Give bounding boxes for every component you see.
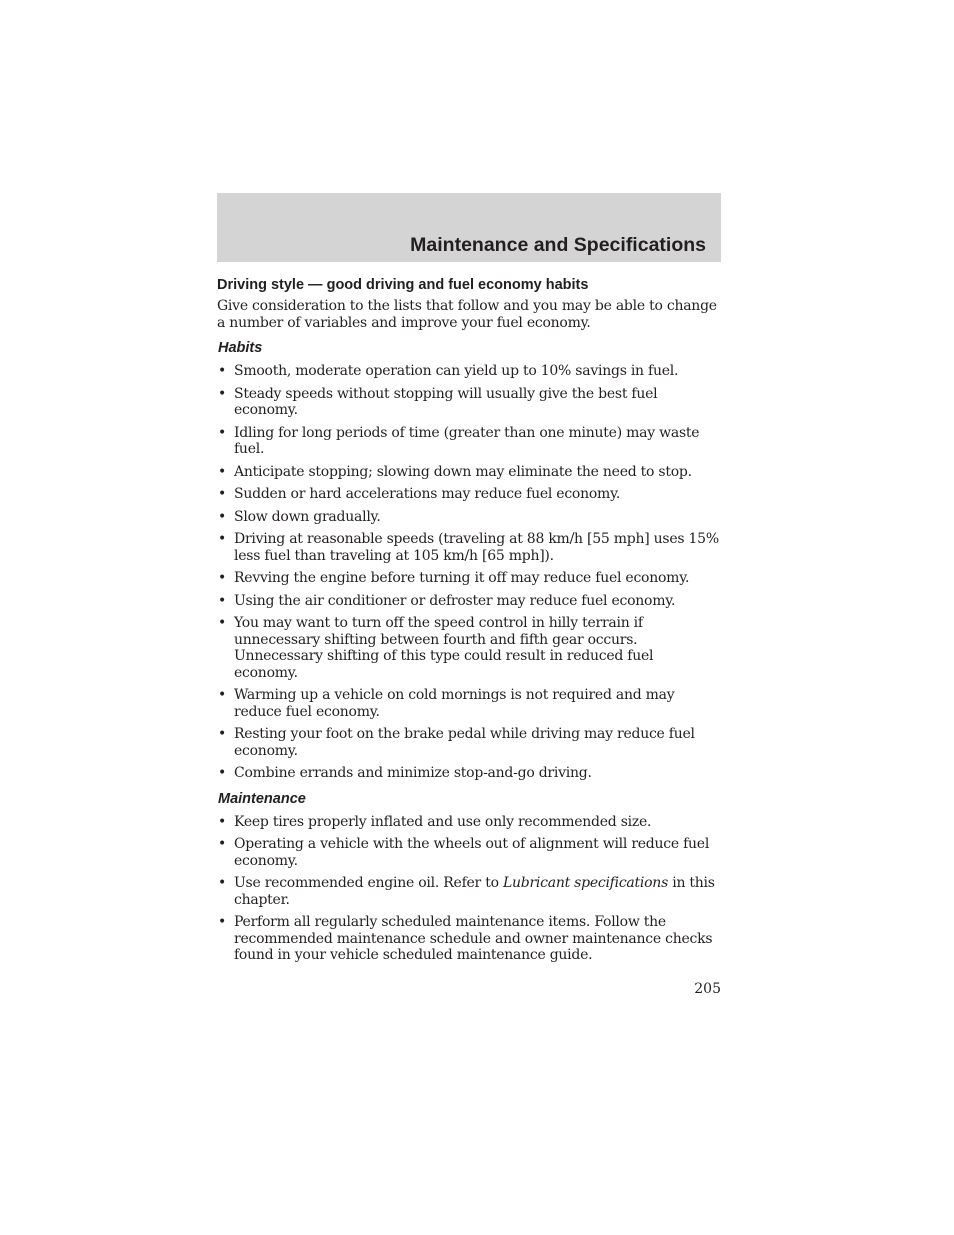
bullet-icon: • bbox=[218, 765, 227, 781]
page-content bbox=[217, 276, 721, 970]
habits-list-item bbox=[217, 425, 721, 458]
bullet-icon: • bbox=[218, 687, 227, 703]
habits-list-item bbox=[217, 615, 721, 681]
list-item-text: Steady speeds without stopping will usually give the best fuel economy. bbox=[234, 385, 658, 418]
section-heading: Driving style — good driving and fuel economy habits bbox=[217, 277, 589, 293]
chapter-header-band bbox=[217, 193, 721, 262]
list-item-text: Perform all regularly scheduled maintenance items. Follow the recommended maintenance schedule and owner maintenance checks found in your vehicle scheduled maintenance guide. bbox=[234, 914, 713, 963]
maintenance-list bbox=[217, 814, 721, 964]
list-item-text: Sudden or hard accelerations may reduce fuel economy. bbox=[234, 486, 621, 502]
list-item-text: Warming up a vehicle on cold mornings is not required and may reduce fuel economy. bbox=[234, 687, 675, 720]
list-item-text: Anticipate stopping; slowing down may eliminate the need to stop. bbox=[234, 463, 692, 480]
list-item-text: Slow down gradually. bbox=[234, 508, 381, 525]
habits-list-item bbox=[217, 386, 721, 419]
chapter-title: Maintenance and Specifications bbox=[410, 234, 706, 256]
maintenance-list-item bbox=[217, 836, 721, 869]
habits-list-item bbox=[217, 531, 721, 564]
bullet-icon: • bbox=[218, 463, 227, 480]
maintenance-list-item bbox=[217, 914, 721, 964]
bullet-icon: • bbox=[218, 875, 227, 891]
cross-reference-text: Lubricant specifications bbox=[502, 875, 669, 891]
list-item-text: Revving the engine before turning it off may reduce fuel economy. bbox=[234, 570, 690, 586]
bullet-icon: • bbox=[218, 592, 227, 609]
bullet-icon: • bbox=[218, 914, 227, 930]
bullet-icon: • bbox=[218, 486, 227, 502]
habits-list-item bbox=[217, 486, 721, 503]
maintenance-list-item bbox=[217, 875, 721, 908]
maintenance-list-item bbox=[217, 814, 721, 831]
list-item-text: Operating a vehicle with the wheels out of alignment will reduce fuel economy. bbox=[234, 836, 710, 869]
habits-list-item bbox=[217, 363, 721, 380]
habits-list-item bbox=[217, 726, 721, 759]
habits-list-item bbox=[217, 509, 721, 526]
bullet-icon: • bbox=[218, 726, 227, 742]
maintenance-heading: Maintenance bbox=[218, 790, 306, 807]
bullet-icon: • bbox=[218, 570, 227, 586]
habits-heading: Habits bbox=[218, 340, 263, 356]
list-item-text: Idling for long periods of time (greater than one minute) may waste fuel. bbox=[234, 424, 700, 457]
bullet-icon: • bbox=[218, 508, 227, 525]
habits-list-item bbox=[217, 593, 721, 610]
list-item-text: You may want to turn off the speed control in hilly terrain if unnecessary shifting between fourth and fifth gear occurs. Unnecessary shifting of this type could result in reduced fuel economy. bbox=[234, 615, 654, 681]
habits-list-item bbox=[217, 570, 721, 587]
list-item-text: Smooth, moderate operation can yield up to 10% savings in fuel. bbox=[234, 363, 679, 379]
bullet-icon: • bbox=[218, 385, 227, 402]
bullet-icon: • bbox=[218, 424, 227, 441]
page-number: 205 bbox=[694, 981, 721, 997]
habits-list bbox=[217, 363, 721, 782]
list-item-text: Combine errands and minimize stop-and-go driving. bbox=[234, 765, 592, 781]
list-item-text: Use recommended engine oil. Refer to bbox=[234, 875, 503, 891]
list-item-text: Resting your foot on the brake pedal while driving may reduce fuel economy. bbox=[234, 726, 695, 759]
bullet-icon: • bbox=[218, 836, 227, 852]
bullet-icon: • bbox=[218, 615, 227, 631]
habits-list-item bbox=[217, 765, 721, 782]
list-item-text: in this chapter. bbox=[234, 875, 715, 908]
bullet-icon: • bbox=[218, 813, 227, 830]
list-item-text: Keep tires properly inflated and use only recommended size. bbox=[234, 813, 652, 830]
list-item-text: Driving at reasonable speeds (traveling at 88 km/h [55 mph] uses 15% less fuel than traveling at 105 km/h [65 mph]). bbox=[234, 531, 719, 564]
habits-list-item bbox=[217, 464, 721, 481]
intro-paragraph: Give consideration to the lists that follow and you may be able to change a number of variables and improve your fuel economy. bbox=[217, 298, 717, 331]
list-item-text: Using the air conditioner or defroster may reduce fuel economy. bbox=[234, 592, 676, 609]
bullet-icon: • bbox=[218, 531, 227, 547]
bullet-icon: • bbox=[218, 363, 227, 379]
habits-list-item bbox=[217, 687, 721, 720]
